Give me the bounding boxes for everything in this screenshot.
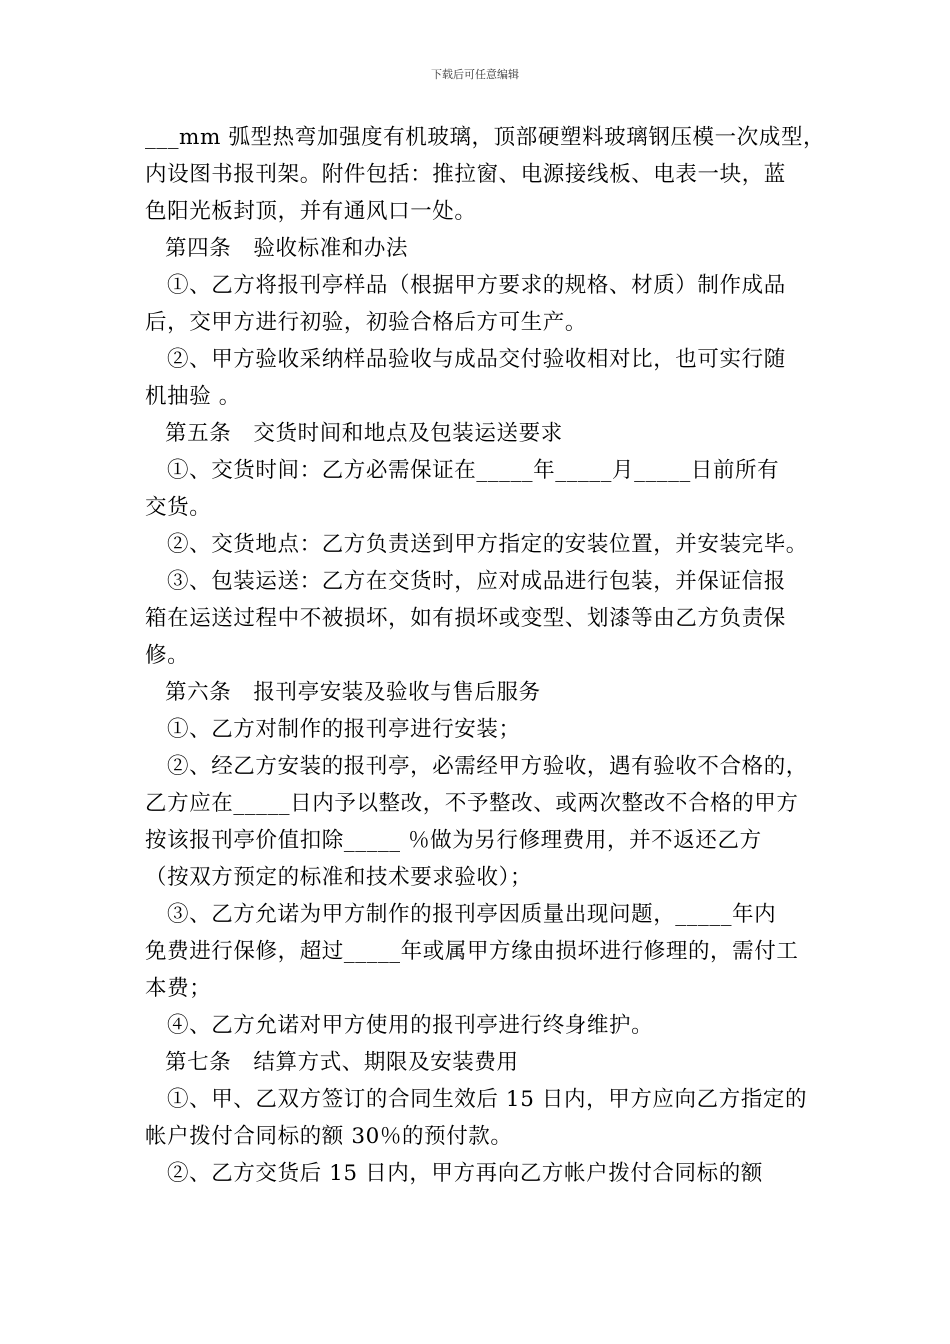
clause-line: ①、甲、乙双方签订的合同生效后 15 日内，甲方应向乙方指定的 <box>167 1087 808 1112</box>
text-line: 帐户拨付合同标的额 30％的预付款。 <box>145 1124 513 1149</box>
article-heading: 第六条 报刊亭安装及验收与售后服务 <box>165 680 541 705</box>
clause-line: ①、乙方对制作的报刊亭进行安装； <box>167 717 521 742</box>
text-line: 修。 <box>145 643 190 668</box>
document-body <box>145 119 825 1192</box>
clause-line: ④、乙方允诺对甲方使用的报刊亭进行终身维护。 <box>167 1013 654 1038</box>
text-line: 后，交甲方进行初验，初验合格后方可生产。 <box>145 310 588 335</box>
text-line: 色阳光板封顶，并有通风口一处。 <box>145 199 477 224</box>
text-line: 箱在运送过程中不被损坏，如有损坏或变型、划漆等由乙方负责保 <box>145 606 786 631</box>
text-line: 机抽验 。 <box>145 384 241 409</box>
clause-line: ②、交货地点：乙方负责送到甲方指定的安装位置，并安装完毕。 <box>167 532 808 557</box>
text-line: （按双方预定的标准和技术要求验收）； <box>145 865 533 890</box>
text-line: 本费； <box>145 976 212 1001</box>
text-line: 乙方应在_____日内予以整改，不予整改、或两次整改不合格的甲方 <box>145 791 799 816</box>
text-line: 内设图书报刊架。附件包括：推拉窗、电源接线板、电表一块，蓝 <box>145 162 786 187</box>
page-header: 下载后可任意编辑 <box>431 68 519 81</box>
text-line: 交货。 <box>145 495 212 520</box>
clause-line: ①、乙方将报刊亭样品（根据甲方要求的规格、材质）制作成品 <box>167 273 786 298</box>
text-line: 按该报刊亭价值扣除_____ ％做为另行修理费用，并不返还乙方 <box>145 828 762 853</box>
clause-line: ③、包装运送：乙方在交货时，应对成品进行包装，并保证信报 <box>167 569 786 594</box>
article-heading: 第七条 结算方式、期限及安装费用 <box>165 1050 519 1075</box>
clause-line: ③、乙方允诺为甲方制作的报刊亭因质量出现问题，_____年内 <box>167 902 777 927</box>
clause-line: ①、交货时间：乙方必需保证在_____年_____月_____日前所有 <box>167 458 780 483</box>
clause-line: ②、甲方验收采纳样品验收与成品交付验收相对比，也可实行随 <box>167 347 786 372</box>
article-heading: 第五条 交货时间和地点及包装运送要求 <box>165 421 563 446</box>
article-heading: 第四条 验收标准和办法 <box>165 236 409 261</box>
clause-line: ②、乙方交货后 15 日内，甲方再向乙方帐户拨付合同标的额 <box>167 1161 763 1186</box>
text-line: 免费进行保修，超过_____年或属甲方缘由损坏进行修理的，需付工 <box>145 939 799 964</box>
text-line: ___mm 弧型热弯加强度有机玻璃，顶部硬塑料玻璃钢压模一次成型， <box>145 125 826 150</box>
clause-line: ②、经乙方安装的报刊亭，必需经甲方验收，遇有验收不合格的， <box>167 754 808 779</box>
